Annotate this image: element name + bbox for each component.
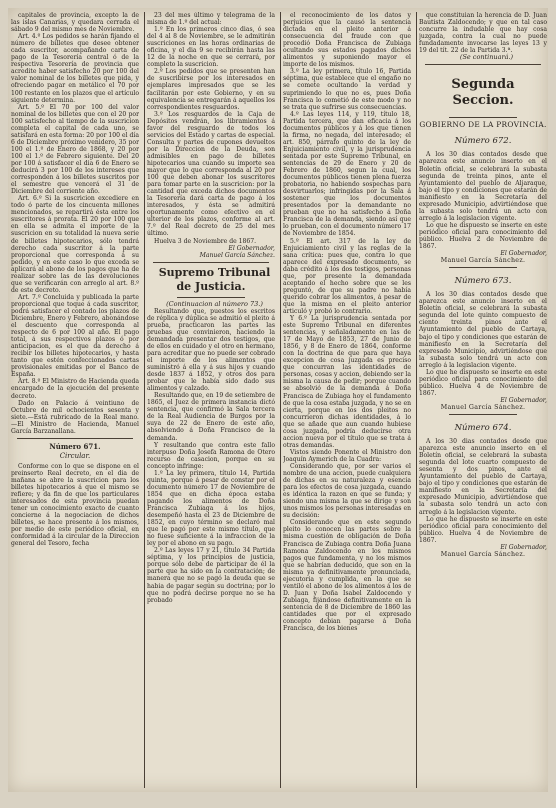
notice (419, 425, 547, 558)
notice-body: A los 30 dias contados desde que aparezca este anuncio inserto en el Boletín oficial, se celebrará la subasta segunda del lote cuarto compuesto de sesenta y dos pinos, ante el Ayuntamiento del pueblo de Cartaya, bajo el tipo y condiciones que estarán de manifiesto en la Secretaría del expresado Municipio, advirtiéndose que la subasta solo tendrá un acto con arreglo á la legislacion vigente. (419, 438, 547, 516)
signature-title: El Gobernador, (500, 250, 547, 258)
paragraph: Art. 7.º Concluida y publicada la parte proporcional que toque á cada suscritor, podrá satisfacer el contado los plazos de Diciembre, Enero y Febrero, abonándose el descuento que corresponda al respecto de 6 por 100 al año. El pago total, á sus respectivos plazos ó por anticipacion, es el que da derecho á recibir los billetes hipotecarios, y hasta tanto que estén confeccionados cartas provisionales emitidas por el Banco de España. (11, 293, 139, 379)
paragraph: 2.º Las leyes 17 y 21, título 34 Partida séptima, y los principios de justicia, porque sólo debe de participar de él la parte que ha sido en la contratación; de manera que no se pagó la deuda que se habia de pagar según su doctrina; por lo que no podrá decirse porque no se ha probado (147, 547, 275, 604)
signature-name: Manuel García Sánchez. (199, 251, 275, 259)
paragraph: Vistos siendo Ponente el Ministro don Joaquín Aymerich de la Cuadra: (283, 448, 411, 463)
column-2 (147, 12, 275, 788)
paragraph: 2.º Los pedidos que se presenten han de suscribirse por los interesados en ejemplares impresados que se les facilitarán por este Gobierno, y en su equivalencia se entregarán á aquellos los correspondientes resguardos. (147, 68, 275, 111)
signature-title: El Gobernador, (228, 244, 275, 252)
column-1 (11, 12, 139, 788)
paragraph: Conforme con lo que se dispone en el preinserto Real decreto, en el dia de mañana se abre la suscricion para los billetes hipotecarios á que el mismo se refiere; y da fin de que los particulares interesados de esta provincia puedan tener un conocimiento exacto de cuanto concierne á la negociacion de dichos billetes, se hace presente á los mismos, por medio de este periódico oficial, en conformidad á la circular de la Direccion general del Tesoro, fecha (11, 462, 139, 548)
column-rule (144, 12, 145, 788)
paragraph: 5.º El art. 317 de la ley de Enjuiciamiento civil y las reglas de la sana crítica: pues que, contra lo que aparece del expresado documento, se daba crédito á los dos testigos, personas que, por presente la demandada aceptando el hecho sobre que se les preguntó, de que su padre no había querido cobrar los alimentos, á pesar de que la misma en el pleito anterior articuló y probó lo contrario. (283, 237, 411, 315)
order-number-title: Número 671. (49, 441, 101, 451)
notice-body: A los 30 dias contados desde que aparezca este anuncio inserto en el Boletín oficial, se celebrará la subasta segunda de treinta pinos, ante el Ayuntamiento del pueblo de Aljaraque, bajo el tipo y condiciones que estarán de manifiesto en la Secretaría del expresado Municipio, advirtiéndose que la subasta solo tendrá un acto con arreglo á la legislacion vigente. (419, 151, 547, 222)
paragraph: 1.º La ley primera, título 14, Partida quinta, porque á pesar de constar por el documento número 17 de Noviembre de 1854 que en dicha época estaba pagando los alimentos de Doña Francisca Zubiaga á los hijos, desempeñó hasta el 23 de Diciembre de 1852, en cuyo término se declaró mal que le pagó por este mismo título, que no fuese suficiente á la infraccion de la ley por el abono en su pago. (147, 469, 275, 548)
paragraph: 3.º La ley primera, título 16, Partida séptima, que establece que el engaño no se comete ocultando la verdad y suprimiendo lo que no es, pues Doña Francisca lo cometió de este modo y no se trata que sufrirse sus consecuencias. (283, 68, 411, 111)
divider (449, 414, 517, 415)
divider (449, 117, 517, 118)
paragraph: 4.º Las leyes 114, y 119, título 18, Partida tercera, que dan eficacia á los documentos públicos y á los que tienen la firma, no negada, del interesado; el art. 850, párrafo quinto de la ley de Enjuiciamiento civil, y la jurisprudencia sentada por este Supremo Tribunal, en sentencias de 29 de Enero y 20 de Febrero de 1860, segun la cual, los documentos públicos tienen plena fuerza probatoria, no habiendo sospechas para desvirtuarlos; infringidas por la Sala á sostener que los documentos presentados por la demandante no prueban que no ha satisfecho á Doña Francisca de la demanda, siendo así que lo prueban, con el documento número 17 de Noviembre de 1854. (283, 110, 411, 238)
divider (425, 64, 541, 65)
newspaper-page (8, 8, 548, 792)
notice-body: Lo que he dispuesto se inserte en este periódico oficial para conocimiento del público. Huelva 4 de Noviembre de 1867. (419, 515, 547, 544)
notice-number: Número 673. (454, 276, 512, 287)
column-rule (280, 12, 281, 788)
notice (419, 278, 547, 411)
paragraph: Considerando que, por ser varios el nombre de una accion, puede cualquiera de dichas en su naturaleza y esencia para los efectos de cosa juzgada, cuando es idéntica la razon en que se funda; y siendo una misma la que se dirige y son unos mismos los personas interesadas en su decisión: (283, 463, 411, 520)
divider (177, 297, 245, 298)
government-heading: GOBIERNO DE LA PROVINCIA. (419, 120, 547, 130)
paragraph: Y 6.º La jurisprudencia sentada por este Supremo Tribunal en diferentes sentencias, y señaladamente en las de 17 de Mayo de 1853, 27 de Junio de 1856, y 8 de Enero de 1864, conforme con la doctrina de que para que haya excepcion de cosa juzgada es preciso que concurran las identidades de personas, cosas y accion, debiendo ser la misma la causa de pedir; porque cuando se absolvió de la demanda á Doña Francisca de Zubiaga hoy el fundamento de que la cosa estaba juzgada, y no se en cierta, porque en los dos pleitos no concurrieron dichas identidades, á lo que se añade que aun cuando hubiese cosa juzgada, podría deducirse otra accion nueva por el título que se trata á otras demandas. (283, 315, 411, 449)
signature-name: Manuel García Sánchez. (440, 257, 526, 265)
circular-title: Circular. (59, 451, 91, 460)
signature-title: El Gobernador, (500, 396, 547, 404)
notice-body: Lo que he dispuesto se inserte en este periódico oficial para conocimiento del público. Huelva 2 de Noviembre de 1867. (419, 221, 547, 251)
paragraph: que constituian la herencia de D. Juan Bautista Zaldocendo; y que en tal caso concurre la indudable que hay cosa juzgada, contra la cual no puede fundadamente invocarse las leyes 13 y 19 del tít. 22 de la Partida 3.ª. (419, 12, 547, 55)
paragraph: Art. 4.º Los pedidos se harán fijando el número de billetes que desee obtener cada suscritor, acompañando carta de pago de la Tesorería central ó de la respectiva Tesorería de provincia que acredite haber satisfecho 20 por 100 del valor nominal de los billetes que pida, y ofreciendo pagar en metálico el 70 por 100 restante en los plazos que el artículo siguiente determina. (11, 33, 139, 104)
column-rule (416, 12, 417, 788)
paragraph: Resultando que, en 19 de setiembre de 1865, el Juez de primera instancia dictó sentencia, que confirmó la Sala tercera de la Real Audiencia de Burgos por la suya de 22 de Enero de este año, absolviendo á Doña Francisco de la demanda. (147, 392, 275, 442)
paragraph: el reconocimiento de los datos y perjuicios que la causó la sentencia dictada en el pleito anterior á consecuencia del fraude con que procedió Doña Francisca de Zubiaga ocultando sus estados pagados dichos alimentos y suponiendo mayor el importe de los mismos. (283, 12, 411, 69)
column-3 (283, 12, 411, 788)
notice-body: A los 30 dias contados desde que aparezca este anuncio inserto en el Boletín oficial, se celebrará la subasta segunda del lote quinto compuesto de ciento treinta pinos ante el Ayuntamiento del pueblo de Cartaya, bajo el tipo y condiciones que estarán de manifiesto en la Secretaría del expresado Municipio, advirtiéndose que la subasta solo tendrá un acto con arreglo á la legislacion vigente. (419, 291, 547, 369)
paragraph: Dado en Palacio á veintiuno de Octubre de mil ochocientos sesenta y siete.—Está rubricado de la Real mano.—El Ministro de Hacienda, Manuel García Barzanallana. (11, 399, 139, 435)
signature-name: Manuel García Sánchez. (440, 403, 526, 411)
signature-name: Manuel García Sánchez. (440, 550, 526, 558)
paragraph: Considerando que en este segundo pleito lo conocen las partes sobre la misma cuestión de obligación de Doña Francisca de Zubiaga contra Doña Juana Ramona Zaldocendo en los mismos pagos que fundamenta, y no los mismos que se habrían deducido, que son en la misma ya definitivamente pronunciada, ejecutoria y cumplida, en la que se ventiló el abono de los alimentos á los de D. Juan y Doña Isabel Zaldocendo y Zubiaga, fijándose definitivamente en la sentencia de 8 de Diciembre de 1860 las cantidades que por el expresado concepto debian pagarse á Doña Francisca, de los bienes (283, 519, 411, 633)
divider (17, 438, 133, 439)
paragraph: Art. 5.º El 70 por 100 del valor nominal de los billetes que con el 20 por 100 satisfecho al tiempo de la suscricion completa el capital de cada uno, se satisfará en esta forma: 20 por 100 el día 6 de Diciembre próximo venidero, 35 por 100 el 1.º de Enero de 1868, y 20 por 100 el 1.º de Febrero siguiente. Del 20 por 100 á satisfacer el dia 6 de Enero se deducirá 3 por 100 de los intereses que corresponden á los billetes suscritos por el semestre que vencerá el 31 de Diciembre del corriente año. (11, 103, 139, 196)
paragraph: Art. 6.º Si la suscricion excediere en todo ó parte de los cincuenta millones mencionados, se repartirá ésta entre los suscritores á prorata. El 20 por 100 que en ella se admita el importe de la suscricion en su totalidad la nueva serie de billetes hipotecarios, sólo tendrá derecho cada suscritor á la parte proporcional que corresponda á su pedido, y en este caso lo que exceda se aplicará al abono de los pagos que ha de realizar sobre las de las devoluciones que se verificarán con arreglo al art. 8.º de este decreto. (11, 195, 139, 294)
continued-note: (Se continuará.) (459, 53, 514, 62)
continued-note: (Continuacion al número 73.) (166, 299, 263, 308)
supremo-title: Supremo Tribunal de Justicia. (158, 265, 271, 293)
section-heading: Segunda Seccion. (451, 77, 515, 109)
paragraph: Art. 8.º El Ministro de Hacienda queda encargado de la ejecución del presente decreto. (11, 378, 139, 400)
divider (449, 267, 517, 268)
divider (153, 262, 269, 263)
paragraph: 3.º Los resguardos de la Caja de Depósitos vendrán, los libramientos á favor del resguardo de todos los servicios del Estado y cartas de especial. Consulta y partes de cupones devueltos por la Direccion de la Deuda, son admisibles en pago de billetes hipotecarios una cuando su importe sea mayor que lo que corresponda al 20 por 100 que deben abonar los suscritores para tomar parte en la suscricion: por la cantidad que exceda dichos documentos la Tesorería dará carta de pago á los interesados, y ésta se admitirá oportunamente como efectivo en el ulterior de los plazos, conforme al art. 7.º del Real decreto de 25 del mes último. (147, 110, 275, 238)
notice-body: Lo que he dispuesto se inserte en este periódico oficial para conocimiento del público. Huelva 4 de Noviembre de 1867. (419, 368, 547, 397)
paragraph: 23 del mes último y telegrama de la misma de 1.º del actual: (147, 12, 275, 27)
paragraph: capitales de provincia, excepto la de las islas Canarias, y quedara cerrada el sábado 9 del mismo mes de Noviembre. (11, 12, 139, 34)
notice-number: Número 674. (454, 423, 512, 434)
notice-number: Número 672. (454, 136, 512, 147)
notice (419, 138, 547, 264)
paragraph: Y resultando que contra este fallo interpuso Doña Josefa Ramona de Otero recurso de casacion, porque en su concepto infringe: (147, 441, 275, 470)
column-4 (419, 12, 547, 788)
signature-title: El Gobernador, (500, 543, 547, 551)
paragraph: 1.º En los primeros cinco dias, ó sea del 4 al 8 de Noviembre, se le admitirán suscriciones en las horas ordinarias de oficina, y el dia 9 se recibirán hasta las 12 de la noche en que se cerrará, por completo la suscricion. (147, 26, 275, 69)
paragraph: Resultando que, puestos los escritos de réplica y dúplica se admitió el pleito á prueba, practicaron las partes las pruebas que convinieron, haciendo la demandada presentar dos testigos, que de ellos en cuidado y el otro en hermano, para acreditar que no puede ser cobrado el importe de los alimentos que suministró á ella y á sus hijos y cuando desde 1837 á 1852, y otros dos para probar que le había sido dado sus alimentos y calzado. (147, 307, 275, 393)
paragraph: Huelva 3 de Noviembre de 1867. (154, 237, 257, 245)
